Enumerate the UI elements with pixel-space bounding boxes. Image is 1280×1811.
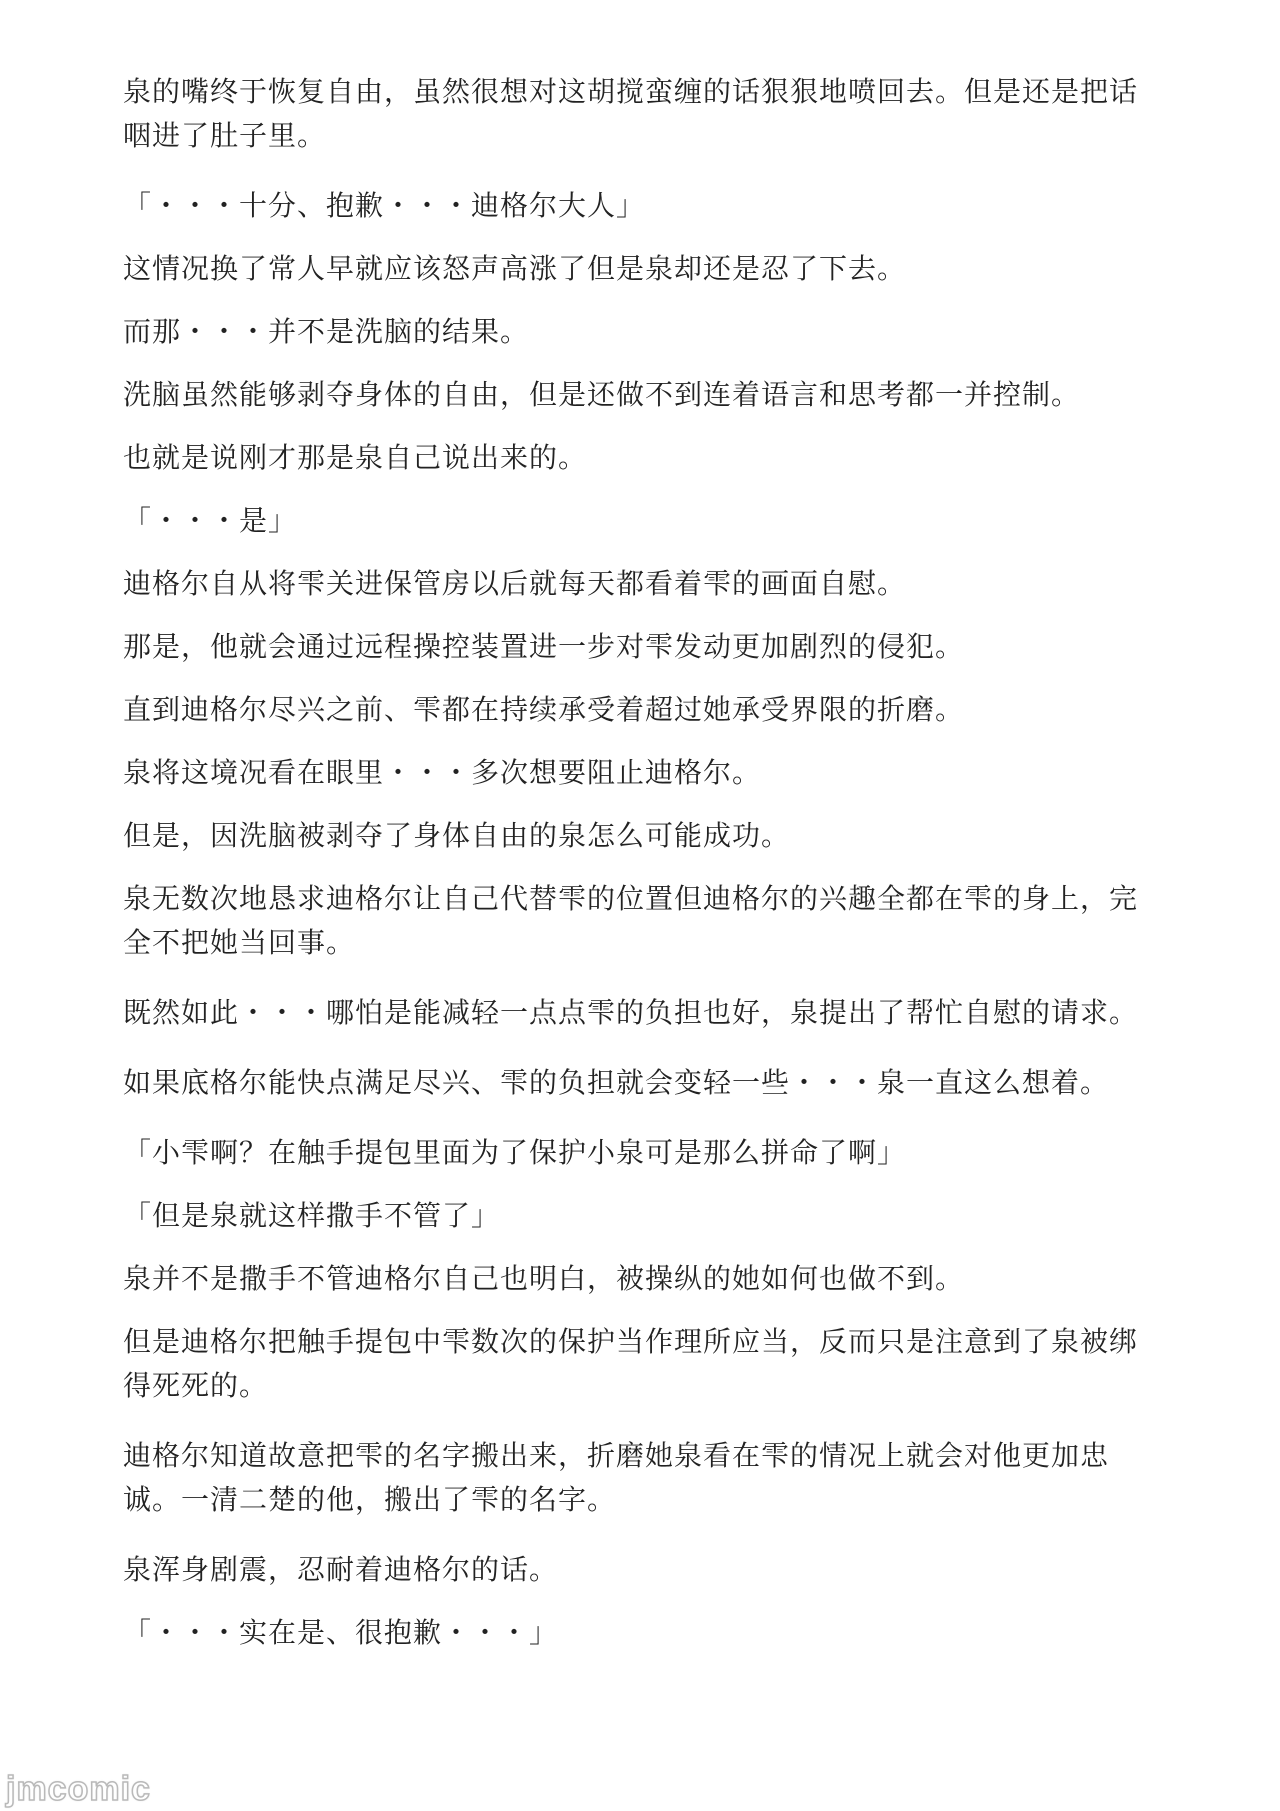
paragraph: 泉将这境况看在眼里・・・多次想要阻止迪格尔。 [123,756,762,789]
paragraph: 迪格尔自从将雫关进保管房以后就每天都看着雫的画面自慰。 [123,567,907,600]
paragraph: 既然如此・・・哪怕是能减轻一点点雫的负担也好，泉提出了帮忙自慰的请求。 [123,996,1139,1029]
paragraph: 如果底格尔能快点满足尽兴、雫的负担就会变轻一些・・・泉一直这么想着。 [123,1066,1110,1099]
paragraph: 泉无数次地恳求迪格尔让自己代替雫的位置但迪格尔的兴趣全都在雫的身上，完全不把她当回事。 [123,882,1139,959]
paragraph: 「・・・是」 [123,504,298,537]
watermark-logo: jmcomic [6,1770,151,1808]
paragraph: 但是迪格尔把触手提包中雫数次的保护当作理所应当，反而只是注意到了泉被绑得死死的。 [123,1325,1139,1402]
paragraph: 但是，因洗脑被剥夺了身体自由的泉怎么可能成功。 [123,819,791,852]
paragraph: 也就是说刚才那是泉自己说出来的。 [123,441,588,474]
paragraph: 那是，他就会通过远程操控装置进一步对雫发动更加剧烈的侵犯。 [123,630,965,663]
paragraph: 迪格尔知道故意把雫的名字搬出来，折磨她泉看在雫的情况上就会对他更加忠诚。一清二楚的他，搬出了雫的名字。 [123,1439,1110,1516]
paragraph: 洗脑虽然能够剥夺身体的自由，但是还做不到连着语言和思考都一并控制。 [123,378,1081,411]
paragraph: 泉浑身剧震，忍耐着迪格尔的话。 [123,1553,559,1586]
paragraph: 「但是泉就这样撒手不管了」 [123,1199,501,1232]
paragraph: 「・・・实在是、很抱歉・・・」 [123,1616,559,1649]
paragraph: 「・・・十分、抱歉・・・迪格尔大人」 [123,189,646,222]
paragraph: 「小雫啊？在触手提包里面为了保护小泉可是那么拼命了啊」 [123,1136,907,1169]
paragraph: 这情况换了常人早就应该怒声高涨了但是泉却还是忍了下去。 [123,252,907,285]
paragraph: 泉并不是撒手不管迪格尔自己也明白，被操纵的她如何也做不到。 [123,1262,965,1295]
text-body [123,70,1153,1674]
paragraph: 直到迪格尔尽兴之前、雫都在持续承受着超过她承受界限的折磨。 [123,693,965,726]
paragraph: 泉的嘴终于恢复自由，虽然很想对这胡搅蛮缠的话狠狠地喷回去。但是还是把话咽进了肚子里。 [123,75,1139,152]
paragraph: 而那・・・并不是洗脑的结果。 [123,315,530,348]
